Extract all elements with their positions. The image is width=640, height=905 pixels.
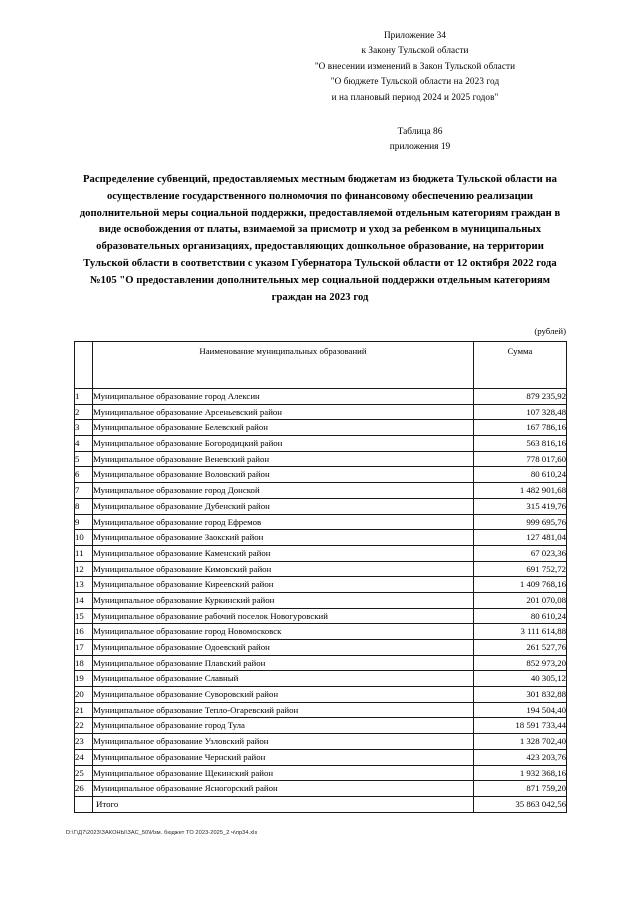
municipality-name: Муниципальное образование Куркинский район [93, 592, 474, 608]
table-row [75, 671, 567, 687]
municipality-name: Муниципальное образование Суворовский район [93, 687, 474, 703]
table-row [75, 483, 567, 499]
table-row [75, 389, 567, 405]
row-number: 18 [75, 655, 93, 671]
subvention-amount: 301 832,88 [474, 687, 567, 703]
municipality-name: Муниципальное образование Каменский район [93, 545, 474, 561]
table-row [75, 734, 567, 750]
row-number: 10 [75, 530, 93, 546]
appendix-header-line-1: Приложение 34 [383, 30, 447, 40]
table-row [75, 530, 567, 546]
total-amount: 35 863 042,56 [474, 796, 567, 812]
row-number: 9 [75, 514, 93, 530]
table-row [75, 404, 567, 420]
subvention-amount: 879 235,92 [474, 389, 567, 405]
subvention-amount: 778 017,60 [474, 451, 567, 467]
currency-note: (рублей) [534, 326, 566, 336]
municipality-name: Муниципальное образование Веневский район [93, 451, 474, 467]
budget-table-body [75, 389, 567, 813]
municipality-name: Муниципальное образование город Новомосковск [93, 624, 474, 640]
row-number: 16 [75, 624, 93, 640]
municipality-name: Муниципальное образование Белевский район [93, 420, 474, 436]
table-row [75, 765, 567, 781]
row-number [75, 796, 93, 812]
budget-table-container [74, 341, 566, 813]
subvention-amount: 40 305,12 [474, 671, 567, 687]
table-row [75, 436, 567, 452]
subvention-amount: 3 111 614,88 [474, 624, 567, 640]
subvention-amount: 107 328,48 [474, 404, 567, 420]
table-row [75, 687, 567, 703]
row-number: 4 [75, 436, 93, 452]
row-number: 7 [75, 483, 93, 499]
row-number: 6 [75, 467, 93, 483]
row-number: 1 [75, 389, 93, 405]
appendix-header-line-2: к Закону Тульской области [361, 45, 469, 56]
municipality-name: Муниципальное образование Кимовский район [93, 561, 474, 577]
appendix-header-line-5: и на плановый период 2024 и 2025 годов" [331, 91, 499, 102]
subvention-amount: 691 752,72 [474, 561, 567, 577]
row-number: 25 [75, 765, 93, 781]
subvention-amount: 871 759,20 [474, 781, 567, 797]
subvention-amount: 1 482 901,68 [474, 483, 567, 499]
subvention-amount: 80 610,24 [474, 608, 567, 624]
subvention-amount: 1 932 368,16 [474, 765, 567, 781]
appendix-header-line-3: "О внесении изменений в Закон Тульской области [314, 60, 516, 71]
budget-table [74, 341, 567, 813]
table-row [75, 749, 567, 765]
municipality-name: Муниципальное образование рабочий поселок Новогуровский [93, 608, 474, 624]
column-header-name: Наименование муниципальных образований [93, 342, 474, 389]
subvention-amount: 315 419,76 [474, 498, 567, 514]
subvention-amount: 194 504,40 [474, 702, 567, 718]
municipality-name: Муниципальное образование Одоевский район [93, 640, 474, 656]
row-number: 11 [75, 545, 93, 561]
row-number: 3 [75, 420, 93, 436]
footer-file-path: D:\Г\Д7\2023\ЗАКОНЫ\ЗАС_50\Изм. бюджет ТО 2023-2025_2 ч\пр34.xls [66, 830, 258, 836]
municipality-name: Муниципальное образование Узловский район [93, 734, 474, 750]
table-header-row [75, 342, 567, 389]
municipality-name: Муниципальное образование Тепло-Огаревский район [93, 702, 474, 718]
row-number: 13 [75, 577, 93, 593]
subvention-amount: 999 695,76 [474, 514, 567, 530]
row-number: 23 [75, 734, 93, 750]
subvention-amount: 18 591 733,44 [474, 718, 567, 734]
table-row [75, 498, 567, 514]
column-header-sum: Сумма [474, 342, 567, 389]
appendix-header [0, 28, 640, 105]
table-row [75, 592, 567, 608]
appendix-header-line-4: "О бюджете Тульской области на 2023 год [330, 76, 500, 87]
column-header-number [75, 342, 93, 389]
municipality-name: Муниципальное образование город Донской [93, 483, 474, 499]
row-number: 20 [75, 687, 93, 703]
subvention-amount: 563 816,16 [474, 436, 567, 452]
table-row [75, 702, 567, 718]
table-row [75, 608, 567, 624]
municipality-name: Муниципальное образование Славный [93, 671, 474, 687]
municipality-name: Муниципальное образование Чернский район [93, 749, 474, 765]
municipality-name: Муниципальное образование Ясногорский район [93, 781, 474, 797]
subvention-amount: 201 070,08 [474, 592, 567, 608]
row-number: 14 [75, 592, 93, 608]
row-number: 5 [75, 451, 93, 467]
row-number: 22 [75, 718, 93, 734]
total-label: Итого [93, 796, 474, 812]
municipality-name: Муниципальное образование Заокский район [93, 530, 474, 546]
row-number: 26 [75, 781, 93, 797]
municipality-name: Муниципальное образование Плавский район [93, 655, 474, 671]
table-row [75, 640, 567, 656]
row-number: 19 [75, 671, 93, 687]
subvention-amount: 127 481,04 [474, 530, 567, 546]
row-number: 12 [75, 561, 93, 577]
row-number: 24 [75, 749, 93, 765]
row-number: 15 [75, 608, 93, 624]
table-row [75, 718, 567, 734]
subvention-amount: 852 973,20 [474, 655, 567, 671]
subvention-amount: 80 610,24 [474, 467, 567, 483]
municipality-name: Муниципальное образование Воловский район [93, 467, 474, 483]
table-row [75, 451, 567, 467]
municipality-name: Муниципальное образование город Алексин [93, 389, 474, 405]
table-row [75, 467, 567, 483]
table-row [75, 545, 567, 561]
budget-table-header [75, 342, 567, 389]
subvention-amount: 167 786,16 [474, 420, 567, 436]
subvention-amount: 67 023,36 [474, 545, 567, 561]
table-reference [0, 125, 640, 154]
subvention-amount: 1 328 702,40 [474, 734, 567, 750]
table-row [75, 420, 567, 436]
table-reference-appendix: приложения 19 [389, 141, 451, 152]
row-number: 17 [75, 640, 93, 656]
municipality-name: Муниципальное образование город Тула [93, 718, 474, 734]
subvention-amount: 423 203,76 [474, 749, 567, 765]
subvention-amount: 1 409 768,16 [474, 577, 567, 593]
municipality-name: Муниципальное образование Богородицкий район [93, 436, 474, 452]
municipality-name: Муниципальное образование город Ефремов [93, 514, 474, 530]
municipality-name: Муниципальное образование Дубенский район [93, 498, 474, 514]
table-row [75, 781, 567, 797]
municipality-name: Муниципальное образование Киреевский район [93, 577, 474, 593]
table-row [75, 561, 567, 577]
table-total-row [75, 796, 567, 812]
table-row [75, 577, 567, 593]
row-number: 8 [75, 498, 93, 514]
row-number: 2 [75, 404, 93, 420]
row-number: 21 [75, 702, 93, 718]
table-row [75, 514, 567, 530]
table-reference-number: Таблица 86 [397, 127, 443, 137]
table-row [75, 624, 567, 640]
subvention-amount: 261 527,76 [474, 640, 567, 656]
municipality-name: Муниципальное образование Щекинский район [93, 765, 474, 781]
table-row [75, 655, 567, 671]
page-title: Распределение субвенций, предоставляемых местным бюджетам из бюджета Тульской области на осуществление государственного полномочия по финансовому обеспечению реализации дополнительной меры социальной поддержки, предоставляемой отдельным категориям граждан в виде освобождения от платы, взимаемой за присмотр и уход за ребенком в муниципальных образовательных организациях, предоставляющих дошкольное образование, на территории Тульской области в соответствии с указом Губернатора Тульской области от 12 октября 2022 года №105 "О предоставлении дополнительных мер социальной поддержки отдельным категориям граждан на 2023 год [79, 174, 561, 303]
municipality-name: Муниципальное образование Арсеньевский район [93, 404, 474, 420]
